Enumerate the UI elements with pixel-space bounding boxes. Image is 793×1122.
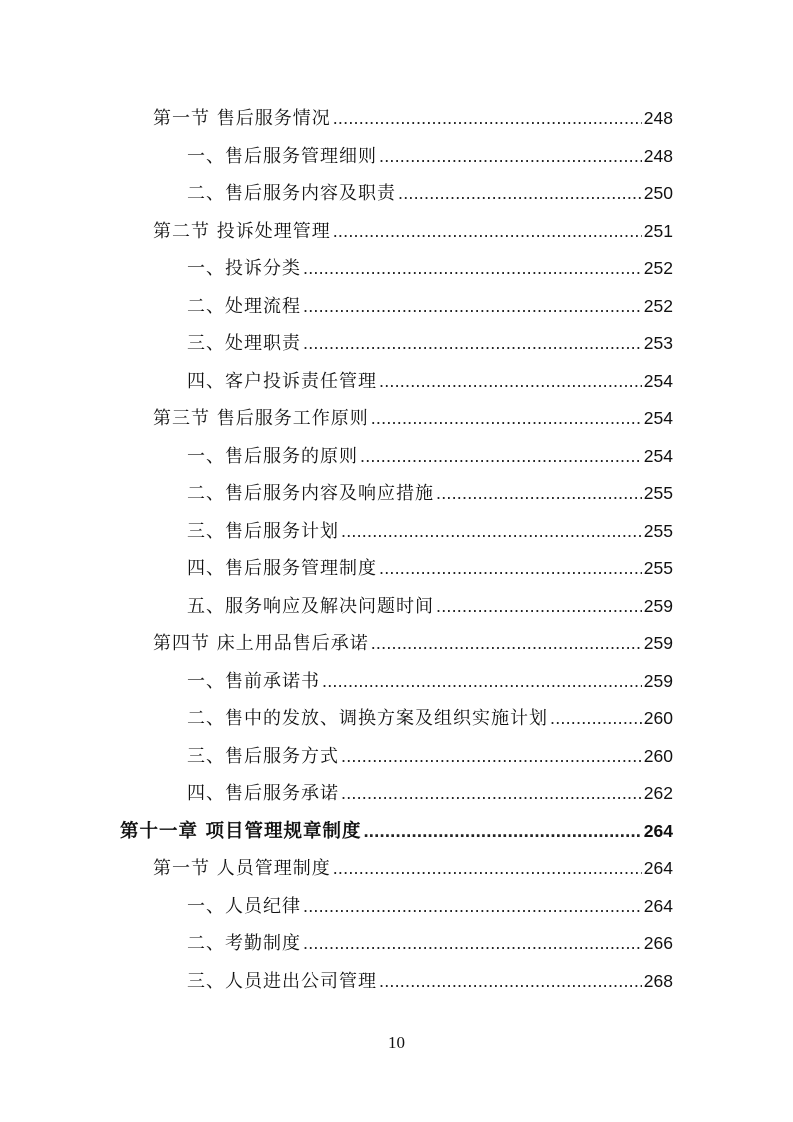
- toc-row[interactable]: [0, 250, 793, 288]
- toc-row[interactable]: [0, 588, 793, 626]
- toc-title: 二、售后服务内容及响应措施: [187, 483, 434, 505]
- toc-title: 三、售后服务方式: [187, 745, 339, 767]
- toc-row[interactable]: [0, 438, 793, 476]
- toc-row[interactable]: [0, 475, 793, 513]
- toc-page-number: 255: [643, 483, 673, 504]
- toc-page-number: 250: [643, 183, 673, 204]
- toc-leader-dots: [333, 107, 642, 129]
- toc-row[interactable]: [0, 288, 793, 326]
- toc-leader-dots: [436, 482, 642, 504]
- toc-page-number: 259: [643, 633, 673, 654]
- toc-leader-dots: [341, 745, 642, 767]
- toc-page-number: 260: [643, 708, 673, 729]
- toc-leader-dots: [341, 520, 642, 542]
- toc-page-number: 260: [643, 745, 673, 766]
- toc-row[interactable]: [0, 925, 793, 963]
- toc-leader-dots: [360, 445, 642, 467]
- toc-page-number: 262: [643, 783, 673, 804]
- toc-page-number: 264: [643, 858, 673, 879]
- toc-title: 一、售后服务管理细则: [187, 145, 377, 167]
- toc-row[interactable]: [0, 738, 793, 776]
- toc-row[interactable]: [0, 663, 793, 701]
- toc-title: 第十一章 项目管理规章制度: [120, 820, 362, 842]
- toc-leader-dots: [379, 970, 642, 992]
- toc-row[interactable]: [0, 963, 793, 1001]
- toc-title: 第四节 床上用品售后承诺: [153, 633, 369, 655]
- toc-leader-dots: [333, 220, 642, 242]
- toc-page-number: 251: [643, 220, 673, 241]
- toc-title: 一、投诉分类: [187, 258, 301, 280]
- toc-page-number: 252: [643, 258, 673, 279]
- toc-page-number: 253: [643, 333, 673, 354]
- toc-leader-dots: [341, 782, 642, 804]
- toc-row[interactable]: [0, 775, 793, 813]
- toc-page-number: 259: [643, 670, 673, 691]
- toc-title: 第二节 投诉处理管理: [153, 220, 331, 242]
- toc-leader-dots: [371, 632, 642, 654]
- toc-title: 一、售后服务的原则: [187, 445, 358, 467]
- toc-title: 二、售中的发放、调换方案及组织实施计划: [187, 708, 548, 730]
- toc-leader-dots: [303, 257, 642, 279]
- toc-row[interactable]: [0, 550, 793, 588]
- toc-row[interactable]: [0, 213, 793, 251]
- toc-title: 三、人员进出公司管理: [187, 970, 377, 992]
- toc-leader-dots: [550, 707, 642, 729]
- toc-row[interactable]: [0, 363, 793, 401]
- toc-title: 第一节 售后服务情况: [153, 108, 331, 130]
- toc-row[interactable]: [0, 400, 793, 438]
- toc-page-number: 266: [643, 933, 673, 954]
- toc-leader-dots: [363, 820, 641, 842]
- toc-title: 四、售后服务承诺: [187, 783, 339, 805]
- toc-leader-dots: [379, 557, 642, 579]
- toc-title: 四、售后服务管理制度: [187, 558, 377, 580]
- toc-page-number: 248: [643, 145, 673, 166]
- toc-title: 一、人员纪律: [187, 895, 301, 917]
- toc-leader-dots: [303, 895, 642, 917]
- toc-row[interactable]: [0, 513, 793, 551]
- toc-leader-dots: [379, 145, 642, 167]
- toc-page-number: 252: [643, 295, 673, 316]
- toc-row[interactable]: [0, 888, 793, 926]
- toc-row[interactable]: [0, 325, 793, 363]
- toc-title: 二、考勤制度: [187, 933, 301, 955]
- toc-title: 五、服务响应及解决问题时间: [187, 595, 434, 617]
- toc-page-number: 264: [643, 895, 673, 916]
- toc-page-number: 255: [643, 558, 673, 579]
- toc-leader-dots: [322, 670, 642, 692]
- toc-leader-dots: [379, 370, 642, 392]
- toc-page-number: 254: [643, 370, 673, 391]
- toc-leader-dots: [303, 332, 642, 354]
- toc-row[interactable]: [0, 850, 793, 888]
- page-number-footer: 10: [388, 1033, 405, 1052]
- toc-page-number: 259: [643, 595, 673, 616]
- table-of-contents: [0, 100, 793, 1000]
- toc-title: 三、处理职责: [187, 333, 301, 355]
- toc-leader-dots: [371, 407, 642, 429]
- toc-page-number: 255: [643, 520, 673, 541]
- toc-page-number: 268: [643, 970, 673, 991]
- toc-row[interactable]: [0, 625, 793, 663]
- toc-title: 二、售后服务内容及职责: [187, 183, 396, 205]
- toc-row[interactable]: [0, 138, 793, 176]
- toc-leader-dots: [333, 857, 642, 879]
- toc-page-number: 254: [643, 408, 673, 429]
- toc-title: 一、售前承诺书: [187, 670, 320, 692]
- toc-row[interactable]: [0, 700, 793, 738]
- toc-row[interactable]: [0, 100, 793, 138]
- toc-title: 第三节 售后服务工作原则: [153, 408, 369, 430]
- toc-leader-dots: [303, 932, 642, 954]
- toc-page-number: 264: [643, 820, 673, 841]
- toc-leader-dots: [398, 182, 642, 204]
- toc-page-number: 254: [643, 445, 673, 466]
- toc-title: 二、处理流程: [187, 295, 301, 317]
- toc-row-chapter[interactable]: [0, 813, 793, 851]
- toc-row[interactable]: [0, 175, 793, 213]
- toc-title: 三、售后服务计划: [187, 520, 339, 542]
- toc-title: 四、客户投诉责任管理: [187, 370, 377, 392]
- toc-leader-dots: [436, 595, 642, 617]
- toc-title: 第一节 人员管理制度: [153, 858, 331, 880]
- toc-page-number: 248: [643, 108, 673, 129]
- toc-leader-dots: [303, 295, 642, 317]
